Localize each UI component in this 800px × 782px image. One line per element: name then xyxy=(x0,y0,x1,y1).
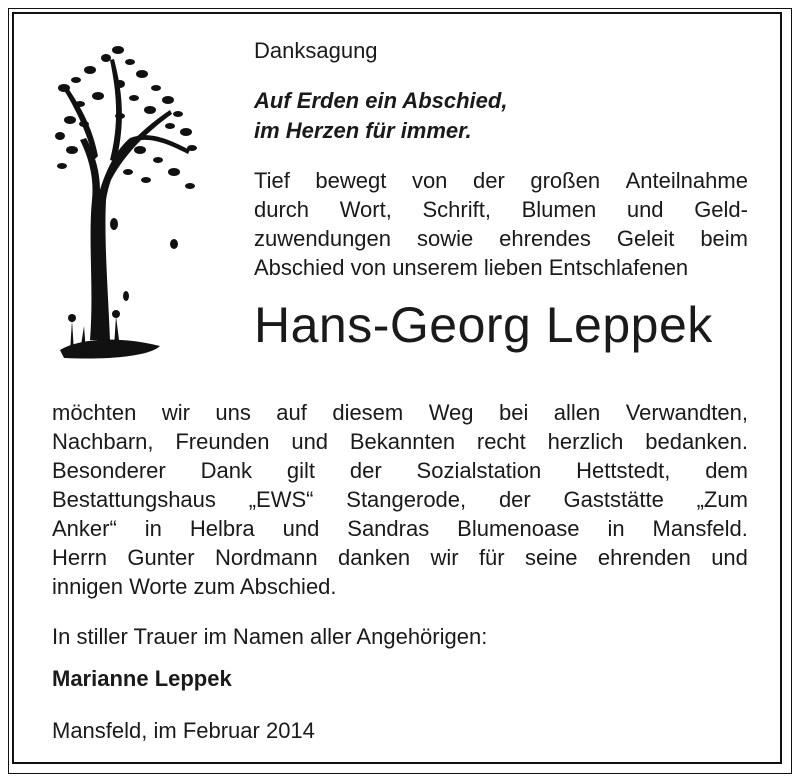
intro-line: Tief bewegt von der großen Anteilnahme xyxy=(254,168,748,193)
deceased-name: Hans-Georg Leppek xyxy=(254,297,713,353)
intro-paragraph xyxy=(254,166,748,282)
motto-line: im Herzen für immer. xyxy=(254,118,472,143)
thanks-line: innigen Worte zum Abschied. xyxy=(52,574,337,599)
intro-line: durch Wort, Schrift, Blumen und Geld- xyxy=(254,197,748,222)
intro-line: zuwendungen sowie ehrendes Geleit beim xyxy=(254,226,748,251)
thanks-line: Besonderer Dank gilt der Sozialstation Hettstedt, dem xyxy=(52,458,748,483)
motto-line: Auf Erden ein Abschied, xyxy=(254,88,508,113)
thanks-line: Nachbarn, Freunden und Bekannten recht herzlich bedanken. xyxy=(52,429,748,454)
intro-line: Abschied von unserem lieben Entschlafenen xyxy=(254,255,689,280)
tree-with-falling-leaves-icon xyxy=(50,40,200,370)
notice-heading: Danksagung xyxy=(254,38,378,63)
place-date: Mansfeld, im Februar 2014 xyxy=(52,718,315,743)
motto xyxy=(254,86,507,146)
thanks-paragraph xyxy=(52,398,748,601)
thanks-line: Anker“ in Helbra und Sandras Blumenoase in Mansfeld. xyxy=(52,516,748,541)
thanks-line: möchten wir uns auf diesem Weg bei allen Verwandten, xyxy=(52,400,748,425)
thanks-line: Bestattungshaus „EWS“ Stangerode, der Gaststätte „Zum xyxy=(52,487,748,512)
mourning-line: In stiller Trauer im Namen aller Angehörigen: xyxy=(52,624,488,649)
signer-name: Marianne Leppek xyxy=(52,666,232,691)
thanks-line: Herrn Gunter Nordmann danken wir für seine ehrenden und xyxy=(52,545,748,570)
